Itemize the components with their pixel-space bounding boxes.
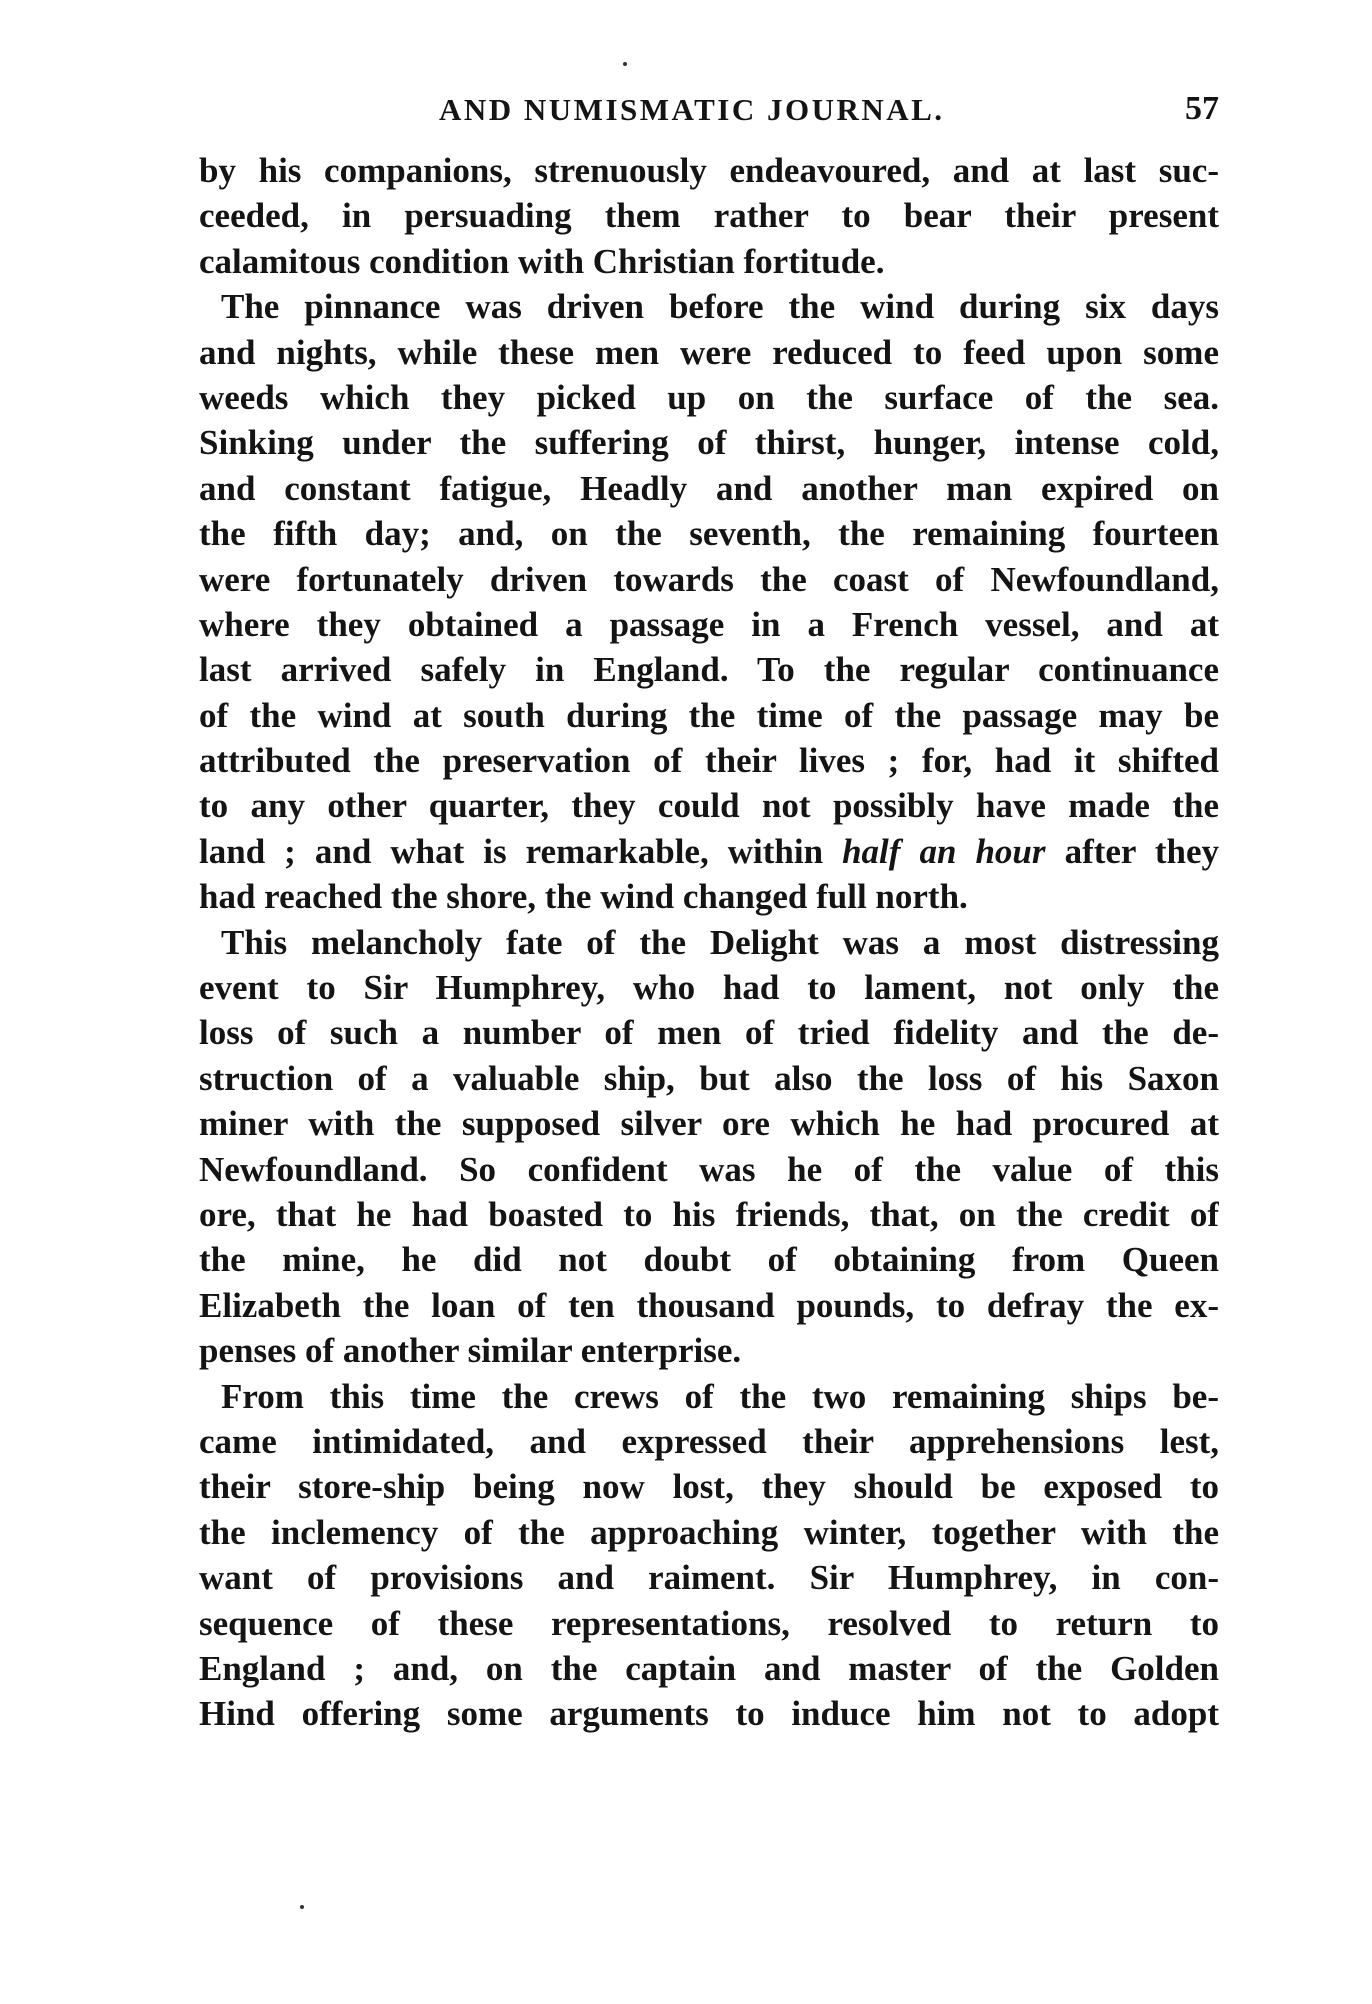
text-line: the fifth day; and, on the seventh, the remaining fourteen (199, 514, 1219, 554)
body-text (199, 148, 1219, 1737)
text-line: ceeded, in persuading them rather to bear their present (199, 196, 1219, 236)
text-line: penses of another similar enterprise. (199, 1331, 742, 1371)
text-line: ore, that he had boasted to his friends, that, on the credit of (199, 1194, 1219, 1234)
text-line: the mine, he did not doubt of obtaining from Queen (199, 1240, 1219, 1280)
text-line: the inclemency of the approaching winter, together with the (199, 1512, 1219, 1552)
text-line: their store-ship being now lost, they should be exposed to (199, 1467, 1219, 1507)
text-line: Newfoundland. So confident was he of the value of this (199, 1149, 1219, 1189)
print-speck (623, 62, 627, 66)
text-segment: after they (1045, 831, 1219, 871)
text-line: where they obtained a passage in a French vessel, and at (199, 604, 1219, 644)
text-line: weeds which they picked up on the surface of the sea. (199, 377, 1219, 417)
text-line: Hind offering some arguments to induce him not to adopt (199, 1694, 1219, 1734)
text-line: miner with the supposed silver ore which he had procured at (199, 1104, 1219, 1144)
text-line: and constant fatigue, Headly and another man expired on (199, 468, 1219, 508)
text-line: want of provisions and raiment. Sir Humphrey, in con- (199, 1558, 1219, 1598)
italic-phrase: half an hour (842, 831, 1046, 871)
running-head: AND NUMISMATIC JOURNAL. (439, 92, 945, 127)
paragraph-1 (199, 148, 1219, 284)
text-line: last arrived safely in England. To the regular continuance (199, 650, 1219, 690)
text-line: were fortunately driven towards the coast of Newfoundland, (199, 559, 1219, 599)
text-segment: land ; and what is remarkable, within (199, 831, 843, 871)
text-line: sequence of these representations, resolved to return to (199, 1603, 1219, 1643)
text-line: Sinking under the suffering of thirst, hunger, intense cold, (199, 423, 1219, 463)
text-line: The pinnance was driven before the wind during six days (221, 287, 1219, 327)
page-header (199, 92, 1219, 142)
text-line: to any other quarter, they could not possibly have made the (199, 786, 1219, 826)
paragraph-3 (199, 920, 1219, 1374)
text-line: came intimidated, and expressed their apprehensions lest, (199, 1421, 1219, 1461)
text-line: attributed the preservation of their lives ; for, had it shifted (199, 741, 1219, 781)
text-line: This melancholy fate of the Delight was a most distressing (221, 922, 1219, 962)
text-line: event to Sir Humphrey, who had to lament, not only the (199, 968, 1219, 1008)
text-line: of the wind at south during the time of the passage may be (199, 695, 1219, 735)
text-line: and nights, while these men were reduced to feed upon some (199, 332, 1219, 372)
text-line: calamitous condition with Christian fortitude. (199, 241, 885, 281)
text-line: England ; and, on the captain and master of the Golden (199, 1648, 1219, 1688)
paragraph-4 (199, 1374, 1219, 1737)
text-line: by his companions, strenuously endeavoured, and at last suc- (199, 151, 1219, 190)
paragraph-2 (199, 284, 1219, 919)
text-line: had reached the shore, the wind changed full north. (199, 877, 968, 917)
text-line-with-italic (199, 829, 1219, 874)
page-number: 57 (1185, 90, 1219, 127)
text-line: Elizabeth the loan of ten thousand pounds, to defray the ex- (199, 1285, 1219, 1325)
text-line: From this time the crews of the two remaining ships be- (221, 1376, 1219, 1416)
text-line: loss of such a number of men of tried fidelity and the de- (199, 1013, 1219, 1053)
print-speck (300, 1905, 304, 1909)
text-line: struction of a valuable ship, but also the loss of his Saxon (199, 1058, 1219, 1098)
